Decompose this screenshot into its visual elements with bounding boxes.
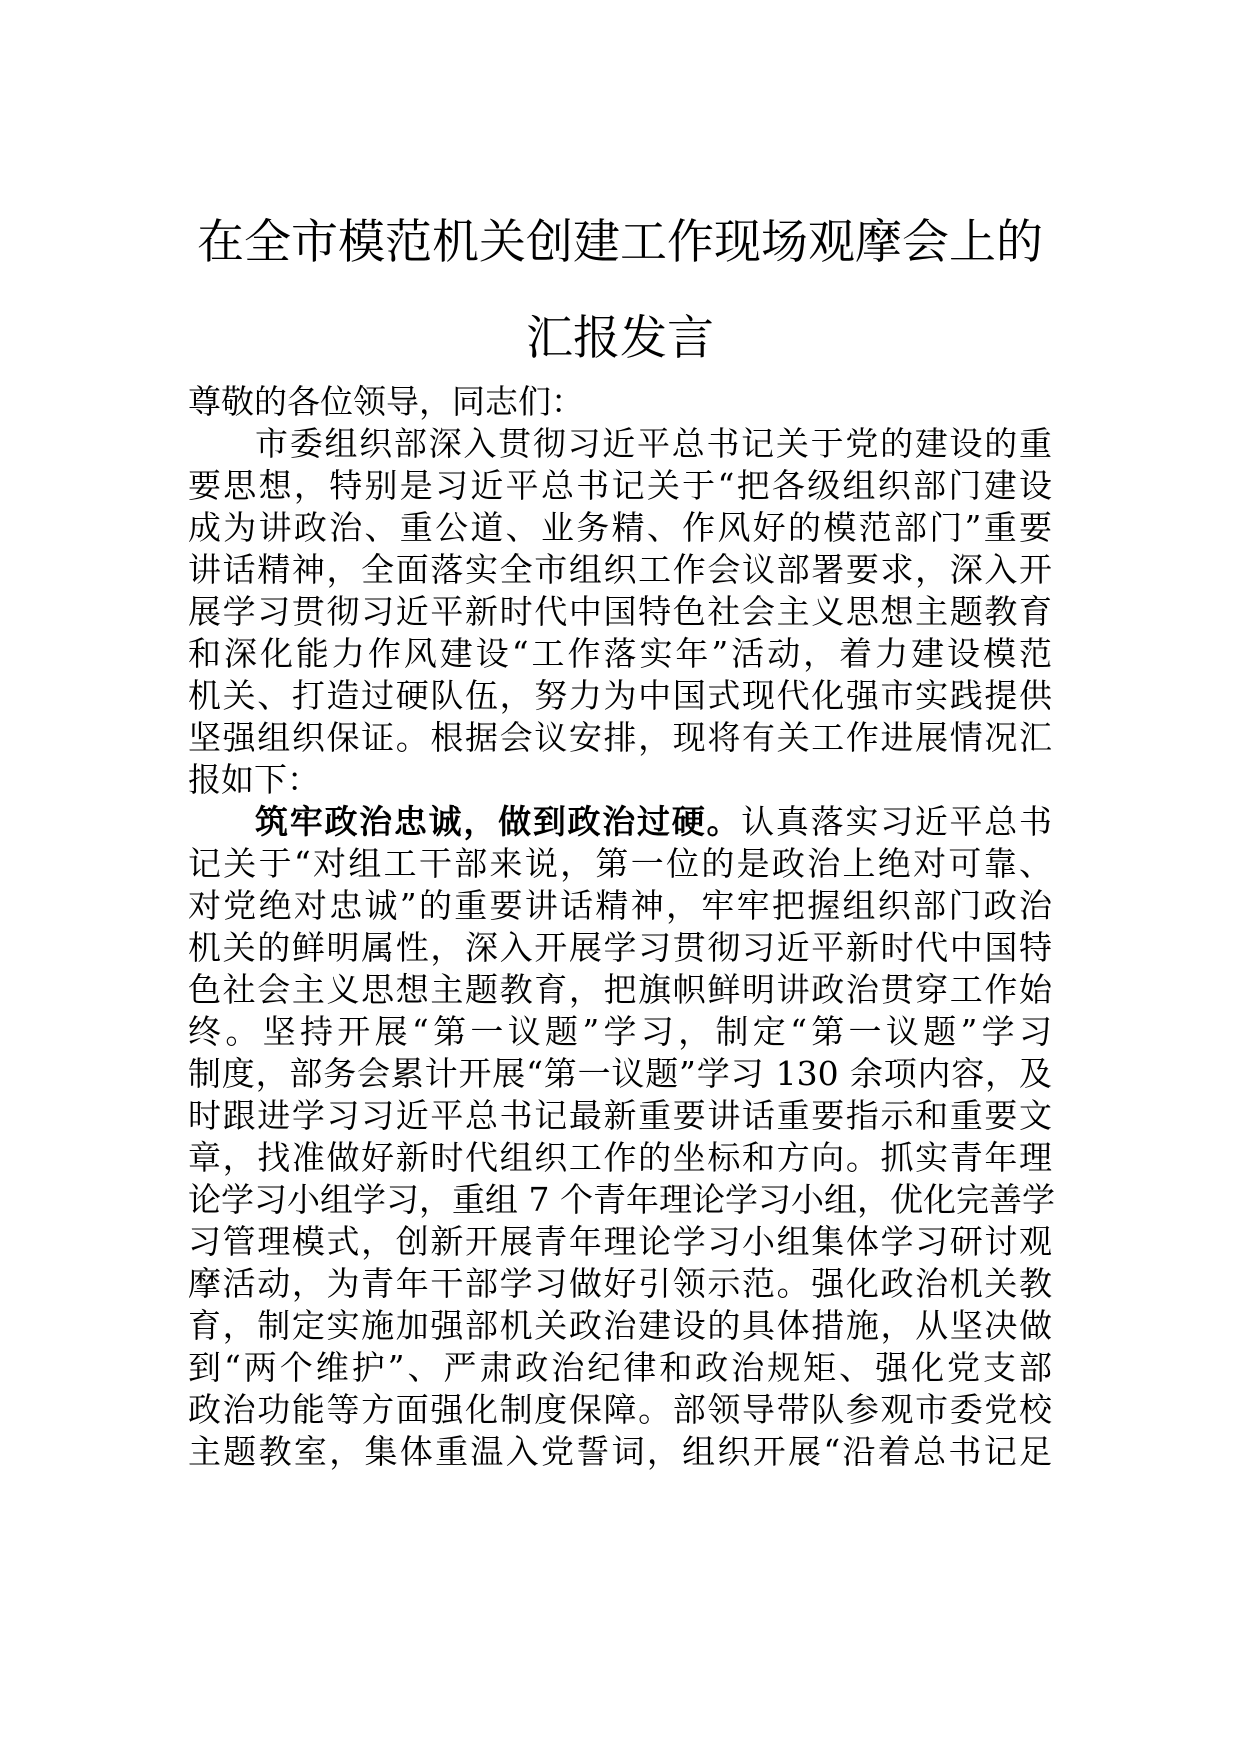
section-1-line: 记关于“对组工干部来说，第一位的是政治上绝对可靠、 <box>188 844 1052 883</box>
section-1-line: 色社会主义思想主题教育，把旗帜鲜明讲政治贯穿工作始 <box>188 970 1052 1009</box>
section-1-line: 到“两个维护”、严肃政治纪律和政治规矩、强化党支部 <box>188 1348 1052 1387</box>
section-1-line: 时跟进学习习近平总书记最新重要讲话重要指示和重要文 <box>188 1096 1052 1135</box>
intro-line: 讲话精神，全面落实全市组织工作会议部署要求，深入开 <box>188 550 1052 589</box>
section-1-line: 章，找准做好新时代组织工作的坐标和方向。抓实青年理 <box>188 1138 1052 1177</box>
section-1-line: 对党绝对忠诚”的重要讲话精神，牢牢把握组织部门政治 <box>188 886 1052 925</box>
section-1-heading: 筑牢政治忠诚，做到政治过硬。 <box>255 802 742 841</box>
salutation: 尊敬的各位领导，同志们： <box>188 382 584 421</box>
intro-line: 市委组织部深入贯彻习近平总书记关于党的建设的重 <box>255 424 1052 463</box>
section-1-line: 育，制定实施加强部机关政治建设的具体措施，从坚决做 <box>188 1306 1052 1345</box>
section-1-first-line-rest: 认真落实习近平总书 <box>741 802 1053 841</box>
intro-line: 报如下： <box>188 760 320 799</box>
intro-line: 成为讲政治、重公道、业务精、作风好的模范部门”重要 <box>188 508 1052 547</box>
section-1-line: 主题教室，集体重温入党誓词，组织开展“沿着总书记足 <box>188 1432 1052 1471</box>
intro-line: 坚强组织保证。根据会议安排，现将有关工作进展情况汇 <box>188 718 1052 757</box>
section-1-line: 习管理模式，创新开展青年理论学习小组集体学习研讨观 <box>188 1222 1052 1261</box>
section-1-first-line <box>255 802 1052 842</box>
document-title-line-1: 在全市模范机关创建工作现场观摩会上的 <box>197 215 1043 270</box>
intro-line: 机关、打造过硬队伍，努力为中国式现代化强市实践提供 <box>188 676 1052 715</box>
intro-line: 要思想，特别是习近平总书记关于“把各级组织部门建设 <box>188 466 1052 505</box>
section-1-line: 机关的鲜明属性，深入开展学习贯彻习近平新时代中国特 <box>188 928 1052 967</box>
intro-line: 展学习贯彻习近平新时代中国特色社会主义思想主题教育 <box>188 592 1052 631</box>
section-1-line: 制度，部务会累计开展“第一议题”学习 130 余项内容，及 <box>188 1054 1052 1093</box>
intro-line: 和深化能力作风建设“工作落实年”活动，着力建设模范 <box>188 634 1052 673</box>
document-title-line-2: 汇报发言 <box>526 311 714 366</box>
section-1-line: 终。坚持开展“第一议题”学习，制定“第一议题”学习 <box>188 1012 1052 1051</box>
section-1-line: 摩活动，为青年干部学习做好引领示范。强化政治机关教 <box>188 1264 1052 1303</box>
section-1-line: 政治功能等方面强化制度保障。部领导带队参观市委党校 <box>188 1390 1052 1429</box>
section-1-line: 论学习小组学习，重组 7 个青年理论学习小组，优化完善学 <box>188 1180 1055 1219</box>
